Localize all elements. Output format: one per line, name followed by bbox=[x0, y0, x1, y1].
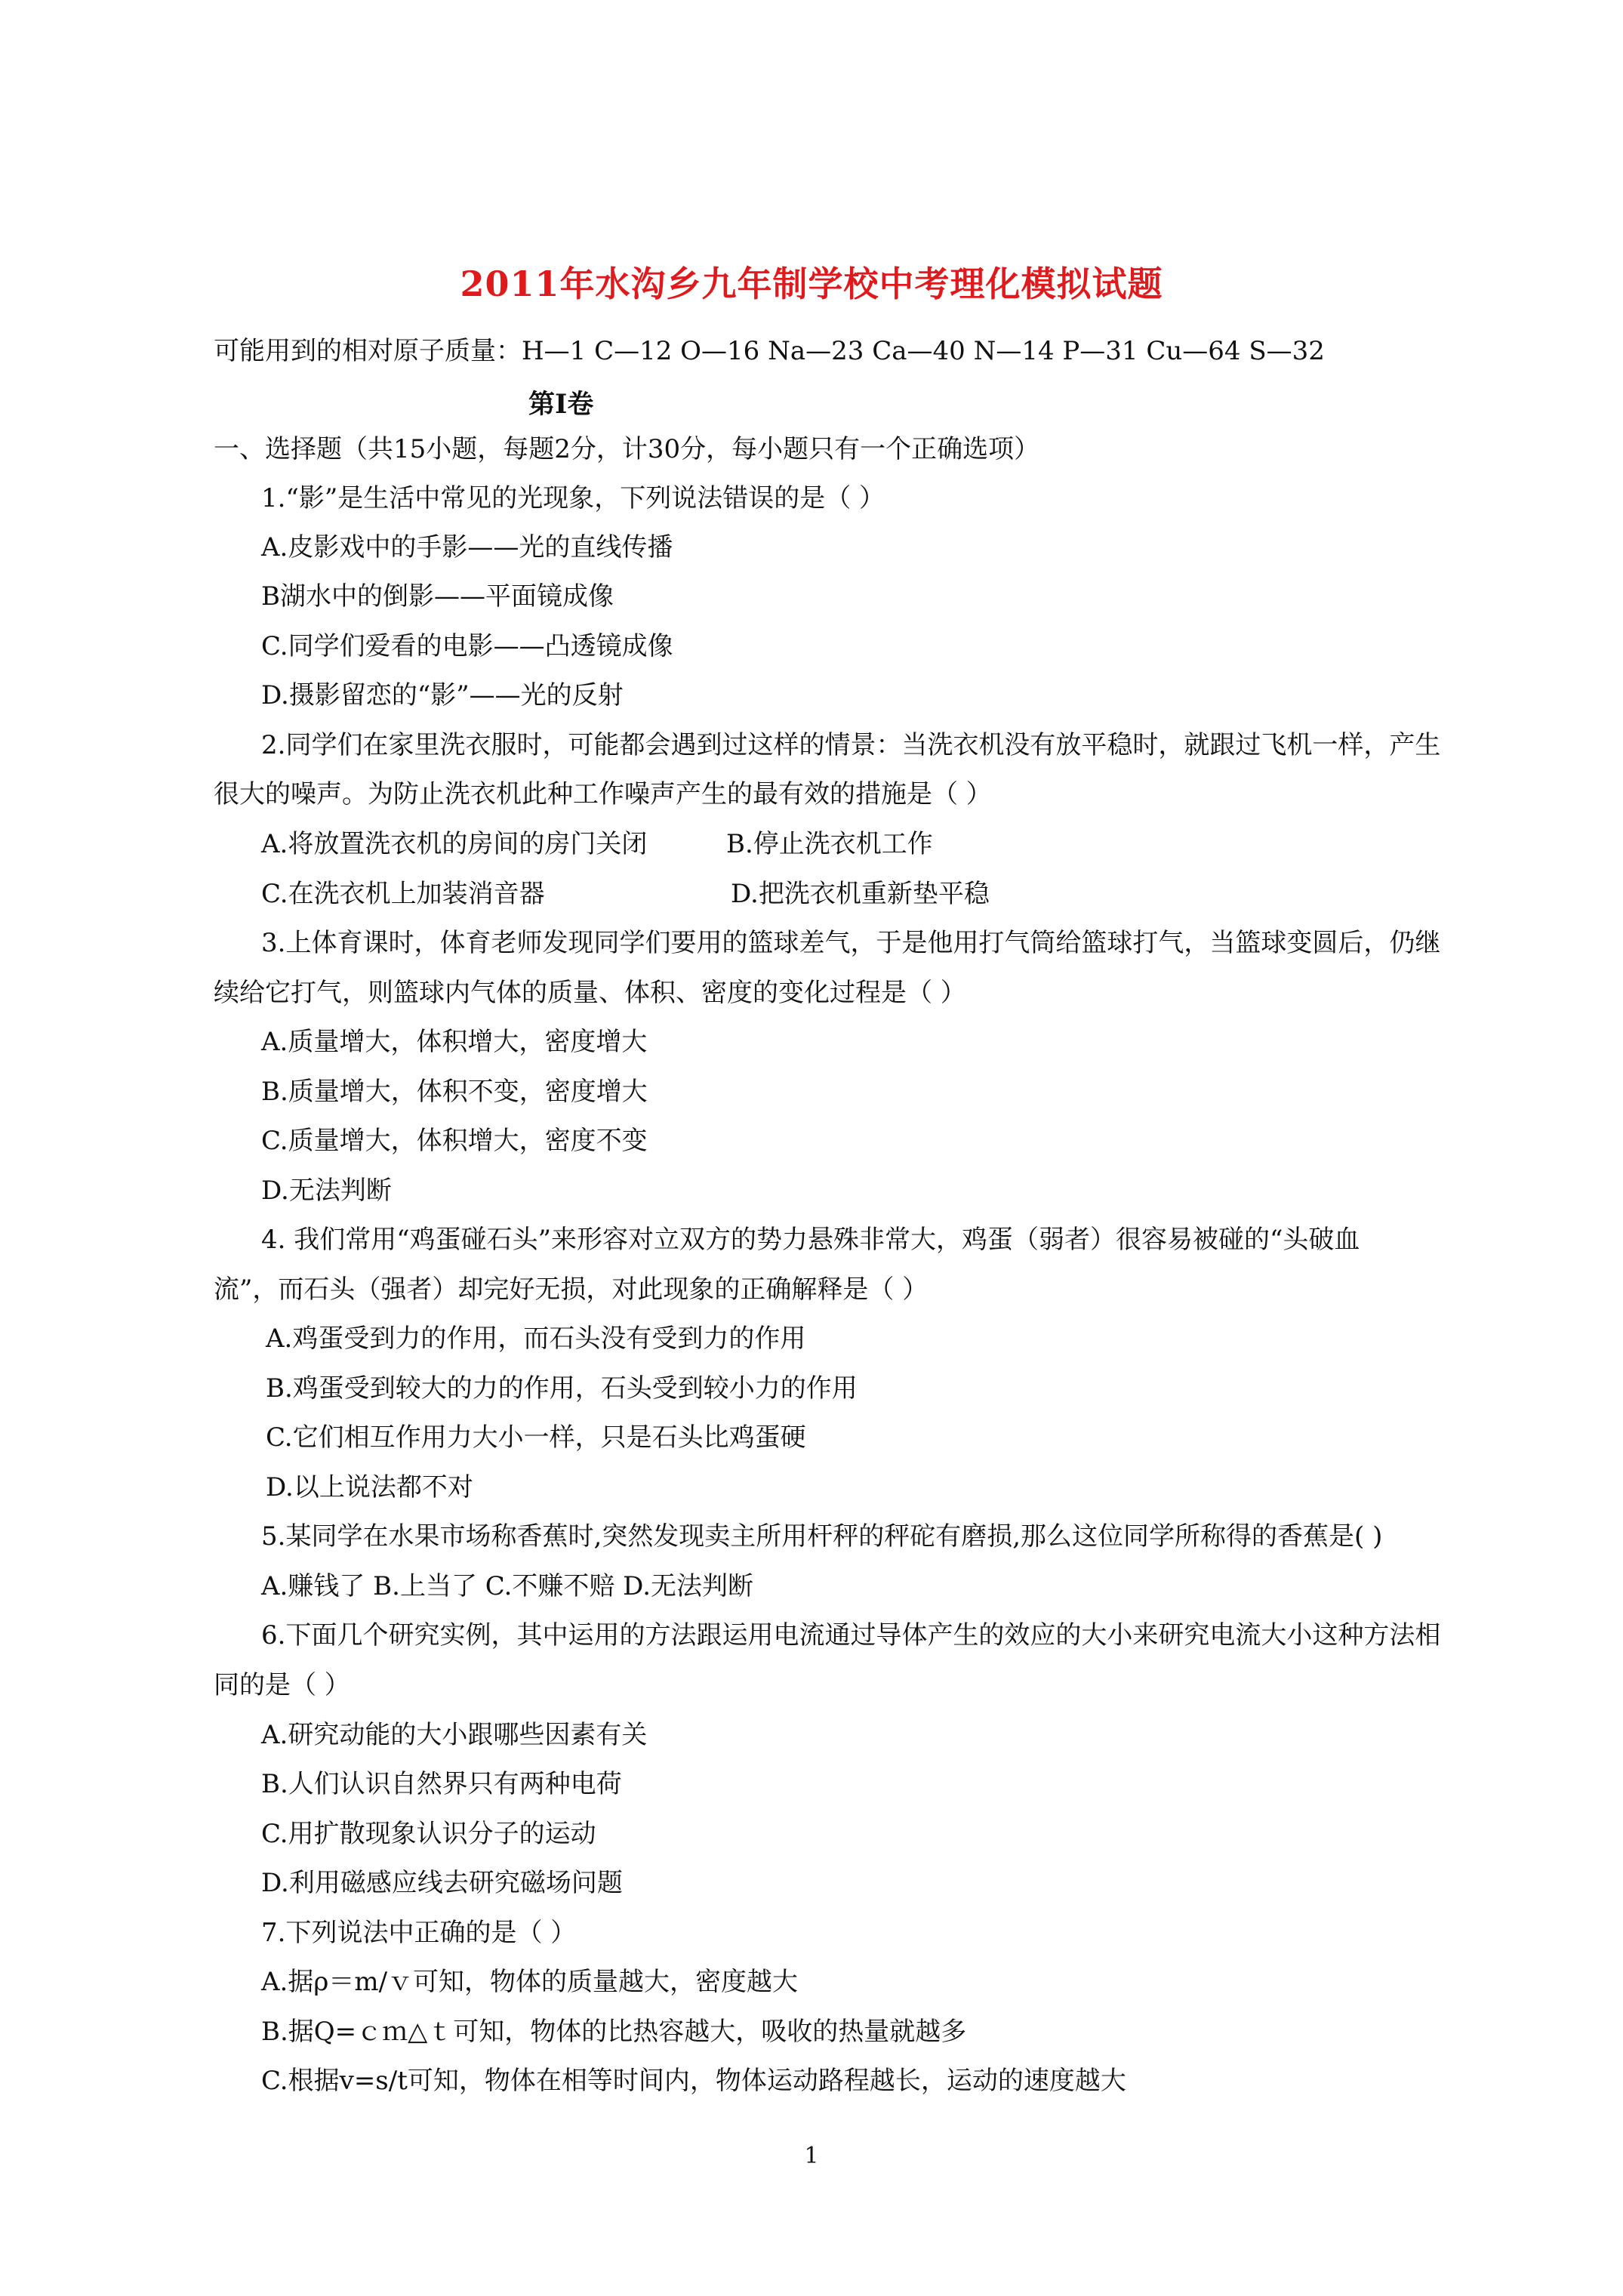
question-5-stem: 5.某同学在水果市场称香蕉时,突然发现卖主所用杆秤的秤砣有磨损,那么这位同学所称得的香蕉是( ) bbox=[261, 1521, 1383, 1552]
question-4-stem-line1: 4. 我们常用“鸡蛋碰石头”来形容对立双方的势力悬殊非常大，鸡蛋（弱者）很容易被碰的“头破血 bbox=[261, 1225, 1360, 1255]
page-number: 1 bbox=[804, 2143, 819, 2169]
exam-title: 2011年水沟乡九年制学校中考理化模拟试题 bbox=[460, 264, 1163, 304]
question-1-option-d: D.摄影留恋的“影”——光的反射 bbox=[261, 680, 624, 710]
question-2-option-a: A.将放置洗衣机的房间的房门关闭 bbox=[261, 829, 648, 859]
question-6-option-a: A.研究动能的大小跟哪些因素有关 bbox=[261, 1720, 648, 1750]
question-1-option-c: C.同学们爱看的电影——凸透镜成像 bbox=[261, 631, 673, 661]
question-1-option-b: B湖水中的倒影——平面镜成像 bbox=[261, 581, 614, 612]
question-3-option-b: B.质量增大，体积不变，密度增大 bbox=[261, 1077, 648, 1107]
question-7-option-c: C.根据v=s/t可知，物体在相等时间内，物体运动路程越长，运动的速度越大 bbox=[261, 2066, 1126, 2096]
section-heading: 第Ⅰ卷 bbox=[528, 389, 594, 420]
question-4-option-b: B.鸡蛋受到较大的力的作用，石头受到较小力的作用 bbox=[266, 1373, 858, 1404]
question-5-options: A.赚钱了 B.上当了 C.不赚不赔 D.无法判断 bbox=[261, 1571, 754, 1601]
question-3-stem-line1: 3.上体育课时，体育老师发现同学们要用的篮球差气，于是他用打气筒给篮球打气，当篮球变圆后，仍继 bbox=[261, 928, 1441, 958]
question-1-stem: 1.“影”是生活中常见的光现象，下列说法错误的是（ ） bbox=[261, 483, 885, 513]
question-7-option-a: A.据ρ＝m/ｖ可知，物体的质量越大，密度越大 bbox=[261, 1967, 799, 1997]
question-2-option-b: B.停止洗衣机工作 bbox=[726, 829, 933, 859]
question-6-option-c: C.用扩散现象认识分子的运动 bbox=[261, 1819, 596, 1849]
question-4-option-c: C.它们相互作用力大小一样，只是石头比鸡蛋硬 bbox=[266, 1422, 806, 1453]
question-6-option-b: B.人们认识自然界只有两种电荷 bbox=[261, 1769, 622, 1799]
question-3-option-d: D.无法判断 bbox=[261, 1176, 392, 1206]
question-6-stem-line1: 6.下面几个研究实例，其中运用的方法跟运用电流通过导体产生的效应的大小来研究电流大小这种方法相 bbox=[261, 1620, 1441, 1650]
part-one-heading: 一、选择题（共15小题，每题2分，计30分，每小题只有一个正确选项） bbox=[214, 434, 1040, 464]
question-3-option-c: C.质量增大，体积增大，密度不变 bbox=[261, 1126, 648, 1156]
question-3-stem-line2: 续给它打气，则篮球内气体的质量、体积、密度的变化过程是（ ） bbox=[214, 978, 966, 1008]
question-2-stem-line1: 2.同学们在家里洗衣服时，可能都会遇到过这样的情景：当洗衣机没有放平稳时，就跟过飞机一样，产生 bbox=[261, 730, 1441, 760]
question-3-option-a: A.质量增大，体积增大，密度增大 bbox=[261, 1027, 648, 1057]
question-4-option-d: D.以上说法都不对 bbox=[266, 1472, 473, 1502]
question-1-option-a: A.皮影戏中的手影——光的直线传播 bbox=[261, 532, 673, 562]
atomic-mass-line: 可能用到的相对原子质量：H—1 C—12 O—16 Na—23 Ca—40 N—14 P—31 Cu—64 S—32 bbox=[214, 336, 1325, 366]
question-6-option-d: D.利用磁感应线去研究磁场问题 bbox=[261, 1868, 623, 1898]
question-4-stem-line2: 流”，而石头（强者）却完好无损，对此现象的正确解释是（ ） bbox=[214, 1274, 929, 1305]
question-2-option-c: C.在洗衣机上加装消音器 bbox=[261, 879, 545, 909]
question-7-option-b: B.据Q=ｃｍ△ｔ可知，物体的比热容越大，吸收的热量就越多 bbox=[261, 2017, 967, 2047]
question-2-option-d: D.把洗衣机重新垫平稳 bbox=[731, 879, 990, 909]
question-2-stem-line2: 很大的噪声。为防止洗衣机此种工作噪声产生的最有效的措施是（ ） bbox=[214, 779, 992, 809]
question-6-stem-line2: 同的是（ ） bbox=[214, 1670, 350, 1700]
question-4-option-a: A.鸡蛋受到力的作用，而石头没有受到力的作用 bbox=[266, 1324, 806, 1354]
question-7-stem: 7.下列说法中正确的是（ ） bbox=[261, 1918, 577, 1948]
